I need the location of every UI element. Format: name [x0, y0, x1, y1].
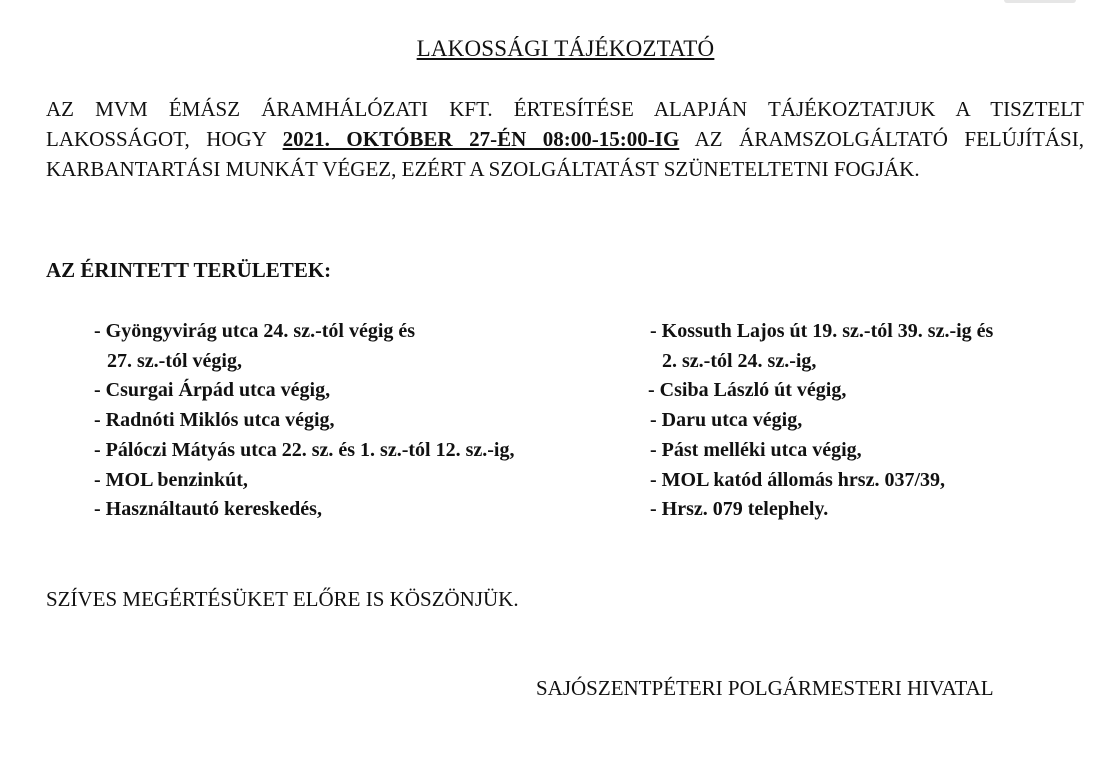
area-item-continuation: 2. sz.-tól 24. sz.-ig, — [662, 349, 817, 372]
area-item: - Daru utca végig, — [650, 409, 803, 432]
window-corner-tab — [1004, 0, 1076, 3]
area-item: - Hrsz. 079 telephely. — [650, 498, 829, 521]
thanks-line: SZÍVES MEGÉRTÉSÜKET ELŐRE IS KÖSZÖNJÜK. — [46, 587, 519, 611]
area-item: - MOL katód állomás hrsz. 037/39, — [650, 468, 946, 491]
intro-text-before: AZ MVM ÉMÁSZ ÁRAMHÁLÓZATI KFT. ÉRTESÍTÉSE ALAPJÁN TÁJÉKOZTATJUK A TISZTELT LAKOSSÁGOT, HOGY — [46, 97, 1084, 151]
areas-heading: AZ ÉRINTETT TERÜLETEK: — [46, 258, 332, 282]
area-item: - Kossuth Lajos út 19. sz.-tól 39. sz.-ig és — [650, 320, 994, 342]
area-item: - Pást melléki utca végig, — [650, 438, 862, 461]
document-title: LAKOSSÁGI TÁJÉKOZTATÓ — [416, 36, 715, 61]
area-item: - Pálóczi Mátyás utca 22. sz. és 1. sz.-tól 12. sz.-ig, — [94, 438, 515, 461]
area-item: - Radnóti Miklós utca végig, — [94, 409, 335, 432]
intro-text-after: AZ ÁRAMSZOLGÁLTATÓ FELÚJÍTÁSI, KARBANTARTÁSI MUNKÁT VÉGEZ, EZÉRT A SZOLGÁLTATÁST SZÜNETELTETNI FOGJÁK. — [46, 127, 1084, 181]
area-item-continuation: 27. sz.-tól végig, — [107, 349, 242, 372]
intro-date-highlight: 2021. OKTÓBER 27-ÉN 08:00-15:00-IG — [282, 127, 680, 151]
areas-left-column — [94, 317, 514, 525]
area-item: - Csiba László út végig, — [648, 379, 847, 402]
areas-right-column — [648, 317, 993, 525]
signature-line: SAJÓSZENTPÉTERI POLGÁRMESTERI HIVATAL — [536, 676, 994, 700]
area-item: - MOL benzinkút, — [94, 468, 248, 491]
intro-paragraph — [46, 94, 1084, 184]
area-item: - Gyöngyvirág utca 24. sz.-tól végig és — [94, 320, 416, 342]
area-item: - Használtautó kereskedés, — [94, 498, 322, 521]
area-item: - Csurgai Árpád utca végig, — [94, 379, 331, 402]
